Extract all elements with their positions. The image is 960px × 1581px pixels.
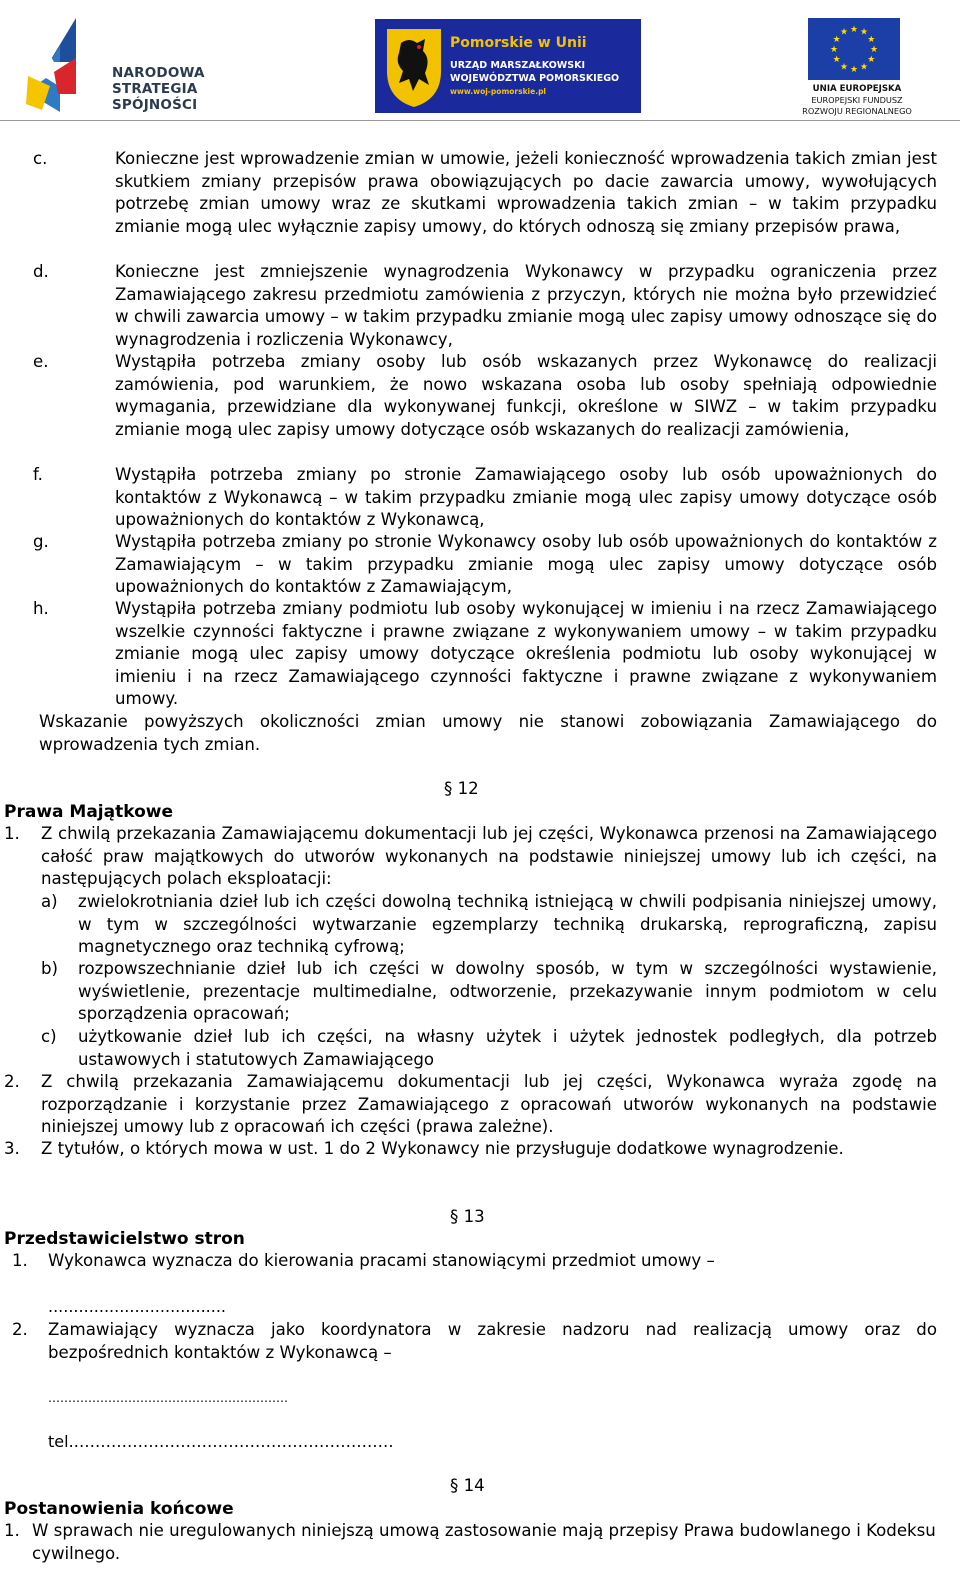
nss-logo-text (112, 65, 260, 113)
list-item-text: Z tytułów, o których mowa w ust. 1 do 2 Wykonawcy nie przysługuje dodatkowe wynagrodzenie. (41, 1139, 844, 1158)
sublist-item-label: a) (41, 892, 58, 911)
svg-text:★: ★ (839, 62, 849, 73)
list-item-text: Wystąpiła potrzeba zmiany osoby lub osób wskazanych przez Wykonawcę do realizacji zamówienia, pod warunkiem, że nowo wskazana osoba lub osoby spełniają odpowiednie wymagania, przewidziane dla wykonywanej funkcji, określone w SIWZ – w takim przypadku zmianie mogą ulec zapisy umowy dotyczące osób wskazanych do realizacji zamówienia, (115, 352, 937, 439)
pomorskie-subtitle (450, 59, 619, 85)
eu-logo-text (798, 83, 916, 117)
tel-field: tel.…………………………………………………… (48, 1432, 394, 1451)
svg-text:★: ★ (859, 27, 869, 38)
list-item-label: d. (33, 262, 49, 281)
svg-text:★: ★ (849, 25, 859, 35)
section-title: Prawa Majątkowe (4, 802, 173, 822)
list-item-text: Konieczne jest wprowadzenie zmian w umowie, jeżeli konieczność wprowadzenia takich zmian jest skutkiem zmiany przepisów prawa obowiązujących po dacie zawarcia umowy, wywołujących potrzebę zmian umowy wraz ze skutkami wprowadzenia takich zmian – w takim przypadku zmianie mogą ulec wyłącznie zapisy umowy, do których odnoszą się zmiany przepisów prawa, (115, 149, 937, 236)
eu-line2: EUROPEJSKI FUNDUSZ (811, 95, 903, 105)
griffin-crest-icon (379, 19, 449, 113)
list-item-label: 1. (4, 824, 20, 843)
list-item-text: W sprawach nie uregulowanych niniejszą umową zastosowanie mają przepisy Prawa budowlanego i Kodeksu cywilnego. (32, 1521, 936, 1563)
section-number: § 13 (450, 1207, 485, 1226)
pomorskie-url: www.woj-pomorskie.pl (450, 87, 547, 96)
nss-line2: STRATEGIA SPÓJNOŚCI (112, 81, 198, 113)
eu-flag-icon (808, 18, 900, 80)
pomorskie-line2: WOJEWÓDZTWA POMORSKIEGO (450, 73, 620, 84)
list-item-label: f. (33, 465, 43, 484)
list-item-text: Zamawiający wyznacza jako koordynatora w zakresie nadzoru nad realizacją umowy oraz do bezpośrednich kontaktów z Wykonawcą – (48, 1320, 937, 1362)
eu-line1: UNIA EUROPEJSKA (812, 84, 902, 94)
sublist-item-text: zwielokrotniania dzieł lub ich części dowolną techniką istniejącą w chwili podpisania niniejszej umowy, w tym w szczególności wytwarzanie egzemplarzy techniką drukarską, reprograficzną, zapisu magnetycznego oraz techniką cyfrową; (78, 892, 937, 957)
list-item-text: Wystąpiła potrzeba zmiany podmiotu lub osoby wykonującej w imieniu i na rzecz Zamawiającego wszelkie czynności faktyczne i prawne związane z wykonywaniem umowy – w takim przypadku zmianie mogą ulec zapisy umowy dotyczące określenia podmiotu lub osoby wykonującej w imieniu i na rzecz Zamawiającego czynności faktyczne i prawne związane z wykonywaniem umowy. (115, 599, 937, 709)
svg-text:★: ★ (869, 45, 879, 55)
blank-field: …………………………………………………… (48, 1391, 288, 1405)
sublist-item-label: c) (41, 1027, 57, 1046)
list-item-text: Wykonawca wyznacza do kierowania pracami stanowiącymi przedmiot umowy – (48, 1251, 715, 1270)
sublist-item-text: rozpowszechnianie dzieł lub ich części w dowolny sposób, w tym w szczególności wystawienie, wyświetlenie, prezentacje multimedialne, odtworzenie, przekazywanie innym podmiotom w celu sporządzenia opracowań; (78, 959, 937, 1024)
logo-narodowa-strategia-spojnosci (20, 14, 260, 114)
logo-unia-europejska (798, 14, 918, 119)
list-item-label: 2. (12, 1320, 28, 1339)
list-item-text: Z chwilą przekazania Zamawiającemu dokumentacji lub jej części, Wykonawca przenosi na Zamawiającego całość praw majątkowych do utworów wykonanych na podstawie niniejszej umowy lub ich części, na następujących polach eksploatacji: (41, 824, 937, 889)
svg-text:★: ★ (859, 62, 869, 73)
eu-line3: ROZWOJU REGIONALNEGO (802, 106, 912, 116)
svg-text:★: ★ (867, 55, 876, 65)
list-item-text: Wystąpiła potrzeba zmiany po stronie Zamawiającego osoby lub osób upoważnionych do kontaktów z Wykonawcą – w takim przypadku zmianie mogą ulec zapisy umowy dotyczące osób upoważnionych do kontaktów z Wykonawcą, (115, 465, 937, 530)
list-item-label: 1. (4, 1521, 20, 1540)
blank-field: ................................... (48, 1297, 227, 1316)
section-title: Postanowienia końcowe (4, 1499, 234, 1519)
logo-pomorskie-w-unii (375, 19, 641, 113)
list-item-text: Z chwilą przekazania Zamawiającemu dokumentacji lub jej części, Wykonawca wyraża zgodę na rozporządzanie i korzystanie przez Zamawiającego z opracowań utworów wykonanych na podstawie niniejszej umowy lub z opracowań ich części (prawa zależne). (41, 1072, 937, 1137)
svg-text:★: ★ (832, 35, 841, 45)
sublist-item-label: b) (41, 959, 59, 978)
list-item-text: Wystąpiła potrzeba zmiany po stronie Wykonawcy osoby lub osób upoważnionych do kontaktów z Zamawiającym – w takim przypadku zmianie mogą ulec zapisy umowy dotyczące osób upoważnionych do kontaktów z Zamawiającym, (115, 532, 937, 597)
list-item-label: h. (33, 599, 49, 618)
section-number: § 14 (450, 1476, 485, 1495)
list-item-label: 1. (12, 1251, 28, 1270)
pomorskie-title: Pomorskie w Unii (450, 35, 587, 51)
list-item-label: 2. (4, 1072, 20, 1091)
list-item-label: g. (33, 532, 49, 551)
nss-emblem-icon (20, 14, 100, 114)
closing-note: Wskazanie powyższych okoliczności zmian umowy nie stanowi zobowiązania Zamawiającego do wprowadzenia tych zmian. (39, 712, 937, 754)
list-item-label: e. (33, 352, 49, 371)
sublist-item-text: użytkowanie dzieł lub ich części, na własny użytek i użytek jednostek podległych, dla potrzeb ustawowych i statutowych Zamawiającego (78, 1027, 937, 1069)
list-item-label: 3. (4, 1139, 20, 1158)
section-title: Przedstawicielstwo stron (4, 1229, 245, 1249)
svg-text:★: ★ (832, 55, 841, 65)
list-item-text: Konieczne jest zmniejszenie wynagrodzenia Wykonawcy w przypadku ograniczenia przez Zamawiającego zakresu przedmiotu zamówienia z przyczyn, których nie można było przewidzieć w chwili zawarcia umowy – w takim przypadku zmianie mogą ulec zapisy umowy odnoszące się do wynagrodzenia i rozliczenia Wykonawcy, (115, 262, 937, 349)
pomorskie-line1: URZĄD MARSZAŁKOWSKI (450, 60, 585, 71)
list-item-label: c. (33, 149, 48, 168)
header-divider (0, 120, 960, 121)
svg-text:★: ★ (849, 65, 859, 75)
nss-line1: NARODOWA (112, 65, 205, 81)
svg-text:★: ★ (867, 35, 876, 45)
page-header (0, 0, 960, 122)
svg-text:★: ★ (829, 45, 839, 55)
section-number: § 12 (444, 779, 479, 798)
svg-text:★: ★ (839, 27, 849, 38)
